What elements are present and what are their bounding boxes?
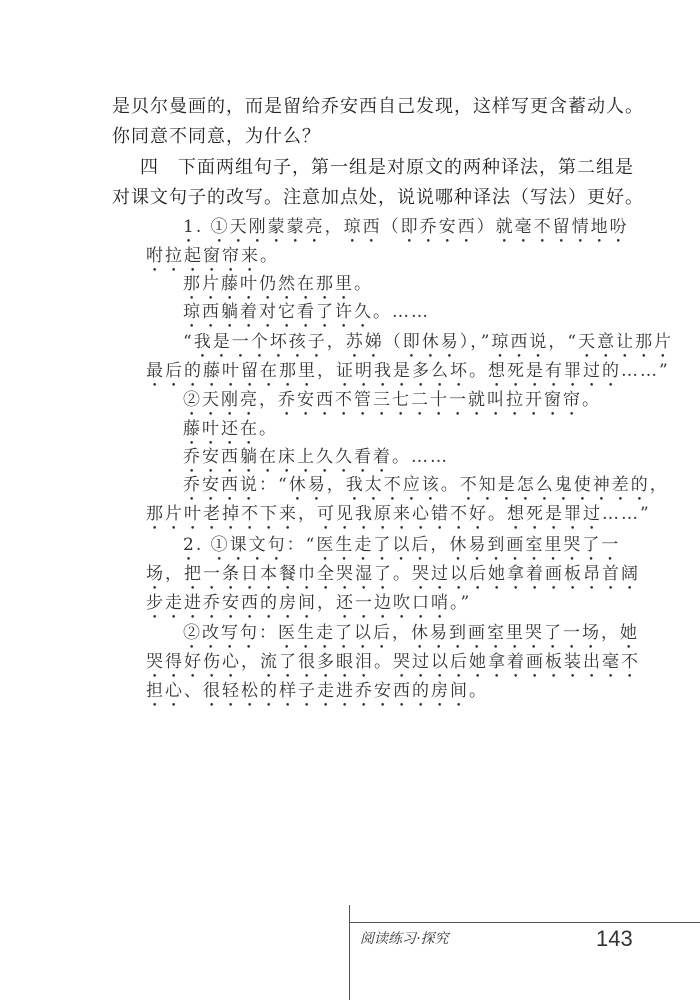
quote-line: 乔安西躺在床上久久看着。……	[183, 447, 449, 467]
quote-line: 那片藤叶仍然在那里。	[183, 274, 373, 294]
quote-line: 那片叶老掉不下来，可见我原来心错不好。想死是罪过……”	[146, 504, 651, 524]
quote-line: 哭得好伤心，流了很多眼泪。哭过以后她拿着画板装出毫不	[146, 652, 640, 672]
quote-line: 2. ①课文句：“医生走了以后，休易到画室里哭了一	[183, 535, 621, 555]
quote-line: 藤叶还在。	[183, 419, 278, 439]
quote-line: 步走进乔安西的房间，还一边吹口哨。”	[146, 593, 472, 613]
quote-line: 琼西躺着对它看了许久。……	[183, 302, 430, 322]
quote-line: 担心、很轻松的样子走进乔安西的房间。	[146, 681, 488, 701]
quote-line: “我是一个坏孩子，苏娣（即休易），”琼西说，“天意让那片	[183, 332, 674, 352]
text-line: 对课文句子的改写。注意加点处，说说哪种译法（写法）更好。	[112, 187, 644, 208]
text-line: 是贝尔曼画的，而是留给乔安西自己发现，这样写更含蓄动人。	[112, 96, 644, 117]
footer-divider-horizontal	[349, 922, 700, 923]
page-number: 143	[596, 926, 633, 951]
quote-line: ②天刚亮，乔安西不管三七二十一就叫拉开窗帘。	[183, 390, 601, 410]
quote-line: 场，把一条日本餐巾全哭湿了。哭过以后她拿着画板昂首阔	[146, 564, 640, 584]
quote-line: 最后的藤叶留在那里，证明我是多么坏。想死是有罪过的……”	[146, 361, 670, 381]
exercise-heading: 四 下面两组句子，第一组是对原文的两种译法，第二组是	[140, 157, 634, 178]
text-line: 你同意不同意，为什么？	[112, 126, 321, 147]
quote-line: 乔安西说：“休易，我太不应该。不知是怎么鬼使神差的，	[183, 475, 669, 495]
quote-line: 1. ①天刚蒙蒙亮，琼西（即乔安西）就毫不留情地吩	[183, 217, 629, 237]
quote-line: 咐拉起窗帘来。	[146, 246, 279, 266]
quote-line: ②改写句：医生走了以后，休易到画室里哭了一场，她	[183, 623, 639, 643]
footer-divider-vertical	[349, 905, 350, 1000]
section-label: 阅读练习·探究	[360, 931, 449, 947]
